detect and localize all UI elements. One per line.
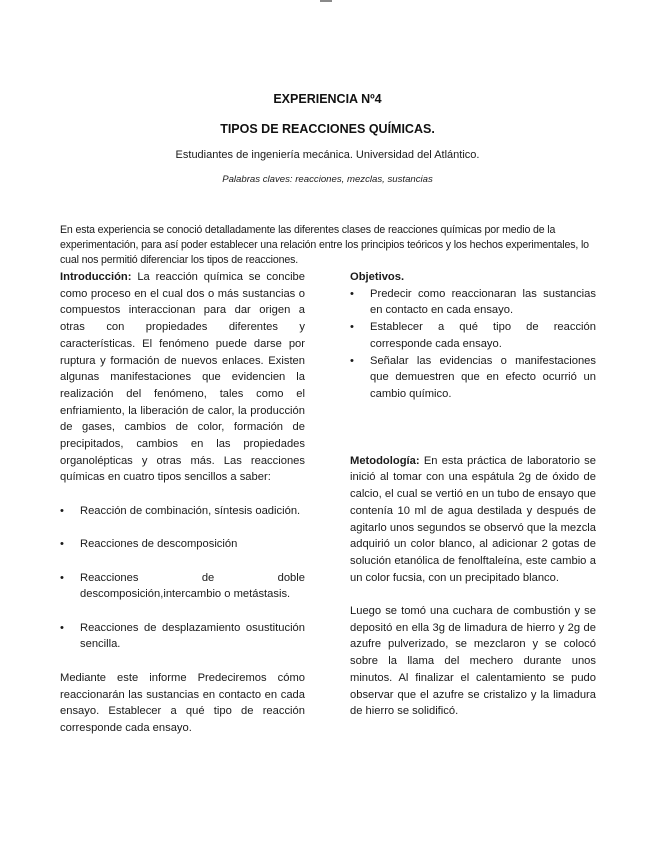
bullet-icon: • <box>60 571 64 584</box>
list-item: • Establecer a qué tipo de reacción corresponde cada ensayo. <box>350 321 596 350</box>
reaction-types-list <box>60 503 305 653</box>
objectives-list <box>350 286 596 403</box>
keywords: Palabras claves: reacciones, mezclas, sustancias <box>222 174 433 185</box>
introduction-paragraph <box>60 269 305 486</box>
spacer <box>60 653 305 670</box>
introduction-heading: Introducción: <box>60 271 132 283</box>
page-top-mark <box>320 0 332 2</box>
bullet-icon: • <box>60 621 64 634</box>
list-item: • Reacciones de desplazamiento osustitución sencilla. <box>60 621 305 651</box>
document-title: EXPERIENCIA Nº4 <box>273 92 382 106</box>
spacer <box>350 436 596 453</box>
right-column <box>350 269 596 720</box>
spacer <box>350 419 596 436</box>
bullet-icon: • <box>350 321 354 334</box>
list-item: • Reacciones de descomposición <box>60 536 305 553</box>
left-column <box>60 269 305 737</box>
bullet-icon: • <box>350 287 354 300</box>
spacer <box>350 403 596 420</box>
bullet-icon: • <box>350 354 354 367</box>
list-item: • Reacciones de doble descomposición,intercambio o metástasis. <box>60 571 305 601</box>
methodology-paragraph-2: Luego se tomó una cuchara de combustión y se depositó en ella 3g de limadura de hierro y 2g de azufre pulverizado, se mezclaron y se colocó sobre la llama del mechero durante unos minutos. Al finalizar el calentamiento se pudo observar que el azufre se cristalizo y la limadura de hierro se solidificó. <box>350 605 596 718</box>
methodology-text: En esta práctica de laboratorio se inició al tomar con una espátula 2g de óxido de calcio, el cual se vertió en un tubo de ensayo que contenía 10 ml de agua destilada y después de agitarlo unos segundos se observó que la mezcla adquirió un color blanco, al adicionar 2 gotas de solución etanólica de fenolftaleína, este cambio a un color fucsia, con un precipitado blanco. <box>350 454 596 584</box>
introduction-closing: Mediante este informe Predeciremos cómo reaccionarán las sustancias en contacto en cada ensayo. Establecer a qué tipo de reacción corresponde cada ensayo. <box>60 671 305 734</box>
objectives-heading: Objetivos. <box>350 271 405 283</box>
spacer <box>350 586 596 603</box>
introduction-text: La reacción química se concibe como proceso en el cual dos o más sustancias o compuestos interaccionan para dar origen a otras con propiedades diferentes y características. El fenómeno puede darse por ruptura y formación de nuevos enlaces. Existen algunas manifestaciones que evidencien la realización del fenómeno, tales como el enfriamiento, la liberación de calor, la producción de gases, cambios de color, formación de precipitados, cambios en las propiedades organolépticas y otras más. Las reacciones químicas en cuatro tipos sencillos a saber: <box>60 271 305 484</box>
document-subtitle: TIPOS DE REACCIONES QUÍMICAS. <box>220 122 435 136</box>
list-item: • Predecir como reaccionaran las sustancias en contacto en cada ensayo. <box>350 287 596 317</box>
author-affiliation: Estudiantes de ingeniería mecánica. Universidad del Atlántico. <box>175 149 480 161</box>
methodology-paragraph <box>350 453 596 587</box>
bullet-icon: • <box>60 538 64 551</box>
abstract: En esta experiencia se conoció detalladamente las diferentes clases de reacciones químicas por medio de la experimentación, para así poder establecer una relación entre los principios teóricos y los hechos experimentales, lo cual nos permitió diferenciar los tipos de reacciones. <box>60 224 589 266</box>
list-item: • Reacción de combinación, síntesis oadición. <box>60 503 305 520</box>
methodology-heading: Metodología: <box>350 454 420 467</box>
bullet-icon: • <box>60 504 64 517</box>
list-item: • Señalar las evidencias o manifestaciones que demuestren que en efecto ocurrió un cambio químico. <box>350 354 596 400</box>
